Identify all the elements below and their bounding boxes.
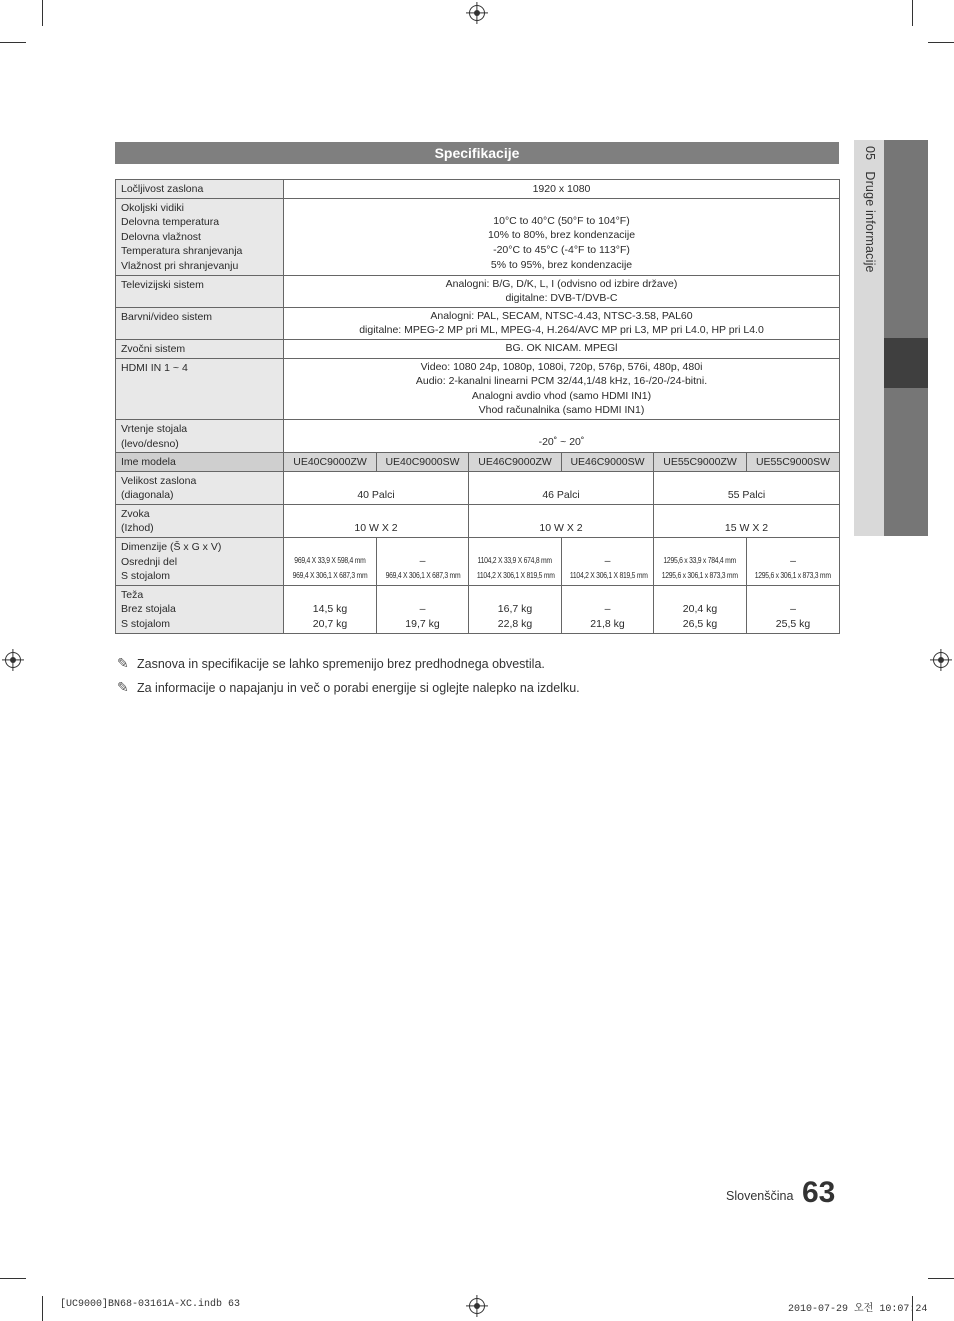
- spec-value-line: 969,4 X 33,9 X 598,4 mm: [294, 555, 366, 565]
- spec-value-line: –: [790, 603, 796, 616]
- spec-value: [284, 307, 840, 339]
- spec-value-wrap: [655, 553, 745, 569]
- spec-row: [116, 198, 840, 275]
- note: ✎ Za informacije o napajanju in več o porabi energije si oglejte nalepko na izdelku.: [117, 679, 580, 695]
- crop-mark: [0, 42, 26, 43]
- spec-value-wrap: [752, 617, 834, 632]
- spec-value-line: 16,7 kg: [497, 603, 533, 616]
- spec-value-line: 25,5 kg: [775, 618, 811, 631]
- spec-value-wrap: [563, 568, 652, 584]
- spec-label-line: Vlažnost pri shranjevanju: [121, 259, 239, 272]
- spec-label-line: (levo/desno): [121, 437, 179, 450]
- crop-mark: [928, 1278, 954, 1279]
- model-name: UE55C9000SW: [747, 453, 840, 472]
- spec-value: [284, 358, 840, 419]
- model-name: UE46C9000SW: [562, 453, 654, 472]
- spec-value-line: 1295,6 x 33,9 x 784,4 mm: [663, 555, 737, 565]
- spec-row: [116, 585, 840, 633]
- spec-value-line: 26,5 kg: [682, 618, 718, 631]
- spec-label-line: HDMI IN 1 ~ 4: [121, 361, 188, 374]
- spec-label-line: Osrednji del: [121, 555, 178, 568]
- spec-value-line: -20°C to 45°C (-4°F to 113°F): [493, 244, 630, 257]
- spec-label-line: Zvoka: [121, 507, 150, 520]
- spec-value-line: Vhod računalnika (samo HDMI IN1): [478, 404, 645, 417]
- spec-value-wrap: [748, 568, 838, 584]
- spec-value: [469, 585, 562, 633]
- spec-label: [116, 358, 284, 419]
- spec-value-wrap: [563, 554, 652, 569]
- spec-value-line: 22,8 kg: [497, 618, 533, 631]
- spec-label: [116, 419, 284, 452]
- spec-label-line: Barvni/video sistem: [121, 310, 213, 323]
- spec-label: [116, 339, 284, 358]
- spec-value-wrap: [289, 602, 371, 617]
- spec-value-line: 21,8 kg: [590, 618, 625, 631]
- registration-mark-icon: [5, 652, 21, 668]
- spec-value: [747, 538, 840, 586]
- spec-value-wrap: [285, 568, 375, 584]
- spec-value-line: Analogni: PAL, SECAM, NTSC-4.43, NTSC-3.58, PAL60: [430, 309, 693, 322]
- spec-label: [116, 275, 284, 307]
- print-file-info: [UC9000]BN68-03161A-XC.indb 63: [60, 1299, 241, 1310]
- crop-mark: [0, 1278, 26, 1279]
- spec-value-line: digitalne: DVB-T/DVB-C: [505, 292, 618, 305]
- spec-label-line: Delovna vlažnost: [121, 230, 201, 243]
- spec-value: 15 W X 2: [654, 504, 840, 537]
- footer-language: Slovenščina: [726, 1189, 794, 1203]
- spec-value: [654, 538, 747, 586]
- chapter-title: Druge informacije: [863, 171, 877, 273]
- crop-mark: [42, 1296, 43, 1321]
- side-tab-marker: [884, 338, 928, 388]
- spec-value-wrap: [659, 617, 741, 632]
- spec-label-line: Dimenzije (Š x G x V): [121, 541, 222, 554]
- spec-value: [562, 585, 654, 633]
- model-row: [116, 453, 840, 472]
- side-tab-label: [863, 146, 877, 273]
- spec-value-line: –: [790, 554, 796, 567]
- spec-value: [377, 585, 469, 633]
- spec-label: [116, 504, 284, 537]
- crop-mark: [912, 0, 913, 26]
- spec-value: [654, 585, 747, 633]
- spec-value-wrap: [659, 602, 741, 617]
- spec-value: [469, 538, 562, 586]
- spec-value-line: –: [419, 603, 426, 616]
- spec-value-wrap: [378, 554, 467, 569]
- spec-value-line: 20,7 kg: [312, 618, 348, 631]
- spec-label-line: Zvočni sistem: [121, 342, 186, 355]
- crop-mark: [42, 0, 43, 26]
- spec-row: [116, 504, 840, 537]
- spec-value-line: 1295,6 x 306,1 x 873,3 mm: [661, 571, 739, 581]
- crop-mark: [928, 42, 954, 43]
- spec-row: [116, 419, 840, 452]
- spec-value-line: 19,7 kg: [405, 618, 440, 631]
- spec-label: [116, 585, 284, 633]
- spec-label: [116, 307, 284, 339]
- spec-value-line: digitalne: MPEG-2 MP pri ML, MPEG-4, H.264/AVC MP pri L3, MP pri L4.0, HP pri L4.0: [359, 324, 764, 337]
- registration-mark-icon: [469, 5, 485, 21]
- spec-value-line: 14,5 kg: [312, 603, 348, 616]
- spec-value-line: 1295,6 x 306,1 x 873,3 mm: [754, 571, 832, 581]
- spec-value: [284, 198, 840, 275]
- spec-label: [116, 471, 284, 504]
- spec-value-line: 969,4 X 306,1 X 687,3 mm: [292, 571, 368, 581]
- spec-value-wrap: [474, 602, 556, 617]
- pencil-icon: ✎: [117, 679, 129, 695]
- spec-value: [284, 585, 377, 633]
- spec-label-line: Velikost zaslona: [121, 474, 197, 487]
- pencil-icon: ✎: [117, 655, 129, 671]
- spec-value: 55 Palci: [654, 471, 840, 504]
- spec-value-line: 1104,2 X 306,1 X 819,5 mm: [476, 571, 555, 581]
- spec-value: 40 Palci: [284, 471, 469, 504]
- spec-value-line: Analogni avdio vhod (samo HDMI IN1): [471, 389, 652, 402]
- spec-row: [116, 275, 840, 307]
- spec-value-wrap: [470, 553, 560, 569]
- spec-row: [116, 339, 840, 358]
- spec-value-wrap: [378, 568, 467, 584]
- spec-value-line: 969,4 X 306,1 X 687,3 mm: [385, 571, 460, 581]
- spec-label-line: Teža: [121, 588, 144, 601]
- spec-value-line: –: [419, 554, 426, 567]
- spec-value-wrap: [748, 554, 838, 569]
- spec-value-line: 1104,2 X 306,1 X 819,5 mm: [569, 571, 648, 581]
- spec-value: [284, 419, 840, 452]
- chapter-number: 05: [863, 146, 877, 161]
- spec-value-line: 1104,2 X 33,9 X 674,8 mm: [477, 555, 553, 565]
- model-name: UE55C9000ZW: [654, 453, 747, 472]
- spec-label-line: Televizijski sistem: [121, 278, 204, 291]
- spec-label-line: Brez stojala: [121, 603, 176, 616]
- spec-value-line: -20˚ ~ 20˚: [538, 436, 585, 449]
- model-name: UE40C9000ZW: [284, 453, 377, 472]
- spec-value-line: Analogni: B/G, D/K, L, I (odvisno od izbire države): [445, 277, 678, 290]
- registration-mark-icon: [469, 1298, 485, 1314]
- spec-value-line: BG. OK NICAM. MPEGl: [505, 342, 618, 355]
- spec-value-line: 10°C to 40°C (50°F to 104°F): [493, 214, 630, 227]
- spec-label: [116, 180, 284, 199]
- spec-table: [115, 179, 840, 634]
- section-title: Specifikacije: [115, 142, 839, 164]
- spec-label-line: Temperatura shranjevanja: [121, 245, 243, 258]
- spec-value: [284, 538, 377, 586]
- spec-row: [116, 180, 840, 199]
- print-date: 2010-07-29 오전 10:07:24: [788, 1304, 928, 1315]
- spec-value-wrap: [567, 617, 648, 632]
- spec-value-line: 10% to 80%, brez kondenzacije: [487, 229, 636, 242]
- spec-value-wrap: [567, 602, 648, 617]
- spec-value: 46 Palci: [469, 471, 654, 504]
- spec-value: [747, 585, 840, 633]
- spec-label-line: Vrtenje stojala: [121, 422, 188, 435]
- spec-label: Ime modela: [116, 453, 284, 472]
- spec-label-line: Okoljski vidiki: [121, 201, 185, 214]
- spec-value-wrap: [289, 617, 371, 632]
- spec-value-line: Audio: 2-kanalni linearni PCM 32/44,1/48 kHz, 16-/20-/24-bitni.: [415, 375, 708, 388]
- spec-value-wrap: [285, 553, 375, 569]
- spec-row: [116, 307, 840, 339]
- spec-value-line: –: [604, 554, 611, 567]
- spec-label-line: S stojalom: [121, 570, 171, 583]
- registration-mark-icon: [933, 652, 949, 668]
- spec-label-line: (Izhod): [121, 522, 154, 535]
- spec-value-wrap: [655, 568, 745, 584]
- spec-label: [116, 538, 284, 586]
- spec-value-line: 20,4 kg: [682, 603, 718, 616]
- spec-value-line: –: [604, 603, 611, 616]
- spec-value: [562, 538, 654, 586]
- spec-value-wrap: [474, 617, 556, 632]
- spec-value: [284, 339, 840, 358]
- model-name: UE40C9000SW: [377, 453, 469, 472]
- model-name: UE46C9000ZW: [469, 453, 562, 472]
- spec-label-line: Delovna temperatura: [121, 216, 220, 229]
- page-number: 63: [802, 1176, 836, 1209]
- spec-value: [377, 538, 469, 586]
- spec-value: [284, 275, 840, 307]
- spec-value: 10 W X 2: [469, 504, 654, 537]
- spec-label-line: S stojalom: [121, 618, 171, 631]
- spec-value-wrap: [752, 602, 834, 617]
- note: ✎ Zasnova in specifikacije se lahko spremenijo brez predhodnega obvestila.: [117, 655, 545, 671]
- spec-value: [284, 180, 840, 199]
- spec-value-line: 5% to 95%, brez kondenzacije: [490, 258, 633, 271]
- spec-value-line: 1920 x 1080: [532, 182, 591, 195]
- spec-row: [116, 358, 840, 419]
- spec-label-line: Ločljivost zaslona: [121, 183, 204, 195]
- spec-row: [116, 471, 840, 504]
- spec-label-line: (diagonala): [121, 489, 174, 502]
- spec-value-wrap: [382, 617, 463, 632]
- spec-value-wrap: [382, 602, 463, 617]
- spec-value-line: Video: 1080 24p, 1080p, 1080i, 720p, 576p, 576i, 480p, 480i: [420, 360, 703, 373]
- spec-value: 10 W X 2: [284, 504, 469, 537]
- spec-value-wrap: [470, 568, 560, 584]
- spec-row: [116, 538, 840, 586]
- spec-label: [116, 198, 284, 275]
